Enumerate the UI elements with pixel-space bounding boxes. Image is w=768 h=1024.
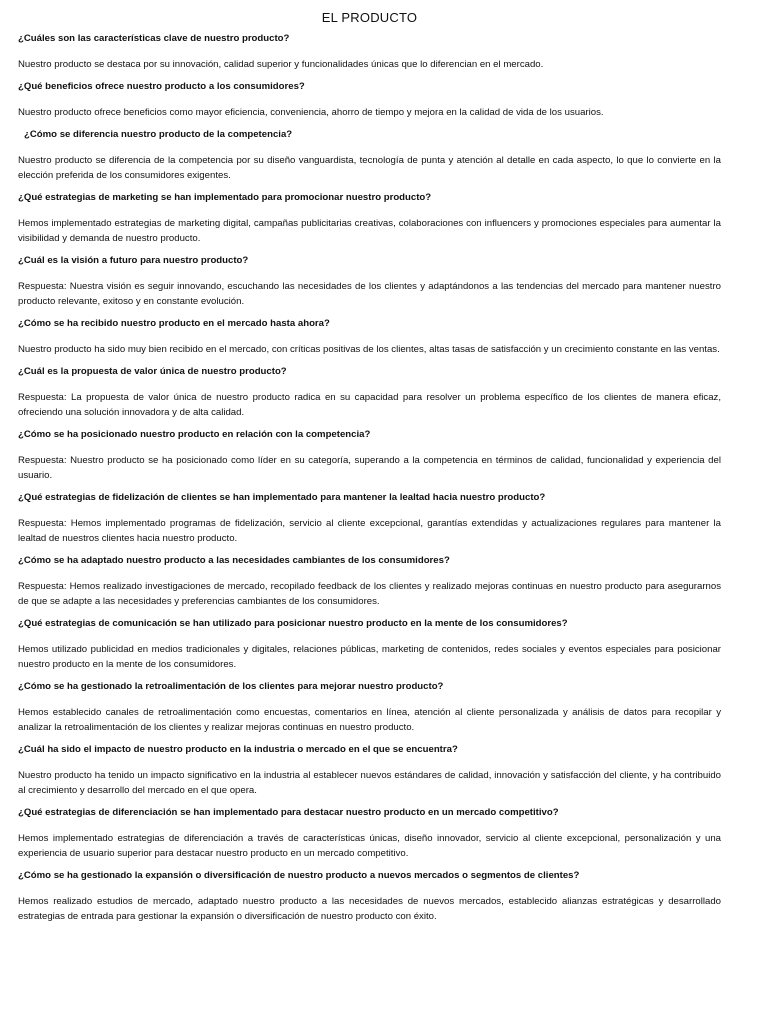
answer: Hemos implementado estrategias de marketing digital, campañas publicitarias creativas, colaboraciones con influencers y promociones especiales para aumentar la visibilidad y demanda de nuestro producto.: [18, 218, 721, 244]
answer: Hemos utilizado publicidad en medios tradicionales y digitales, relaciones públicas, marketing de contenidos, redes sociales y eventos especiales para posicionar nuestro producto en la mente de los consumidores.: [18, 644, 721, 670]
question: ¿Cómo se ha gestionado la retroalimentación de los clientes para mejorar nuestro producto?: [18, 681, 444, 692]
qa-section-1: [18, 33, 721, 72]
qa-section-4: [18, 192, 721, 246]
qa-section-7: [18, 366, 721, 420]
document-title: EL PRODUCTO: [321, 10, 418, 25]
question: ¿Cómo se ha gestionado la expansión o diversificación de nuestro producto a nuevos mercados o segmentos de clientes?: [18, 870, 580, 881]
question: ¿Qué estrategias de fidelización de clientes se han implementado para mantener la lealtad hacia nuestro producto?: [18, 492, 546, 503]
answer: Nuestro producto ha tenido un impacto significativo en la industria al establecer nuevos estándares de calidad, innovación y satisfacción del cliente, y ha contribuido al crecimiento y desarrollo del mercado en el que opera.: [18, 770, 721, 796]
qa-section-10: [18, 555, 721, 609]
answer: Hemos realizado estudios de mercado, adaptado nuestro producto a las necesidades de nuevos mercados, establecido alianzas estratégicas y desarrollado estrategias de entrada para gestionar la expansión o diversificación de nuestro producto con éxito.: [18, 896, 721, 922]
question: ¿Qué estrategias de marketing se han implementado para promocionar nuestro producto?: [18, 192, 432, 203]
question: ¿Qué estrategias de diferenciación se han implementado para destacar nuestro producto en un mercado competitivo?: [18, 807, 559, 818]
qa-section-3: [18, 129, 721, 183]
question: ¿Cuál ha sido el impacto de nuestro producto en la industria o mercado en el que se encuentra?: [18, 744, 458, 755]
question: ¿Cuáles son las características clave de nuestro producto?: [18, 33, 290, 44]
question: ¿Cómo se ha recibido nuestro producto en el mercado hasta ahora?: [18, 318, 330, 329]
answer: Nuestro producto ofrece beneficios como mayor eficiencia, conveniencia, ahorro de tiempo y mejora en la calidad de vida de los usuarios.: [18, 107, 604, 118]
answer: Respuesta: Nuestra visión es seguir innovando, escuchando las necesidades de los clientes y adaptándonos a las tendencias del mercado para mantener nuestro producto relevante, exitoso y en constante evolución.: [18, 281, 721, 307]
answer: Respuesta: Hemos implementado programas de fidelización, servicio al cliente excepcional, garantías extendidas y actualizaciones regulares para mantener la lealtad de nuestros clientes hacia nuestro producto.: [18, 518, 721, 544]
question: ¿Cómo se ha posicionado nuestro producto en relación con la competencia?: [18, 429, 371, 440]
qa-section-11: [18, 618, 721, 672]
qa-section-14: [18, 807, 721, 861]
question: ¿Cómo se diferencia nuestro producto de la competencia?: [24, 129, 293, 140]
answer: Nuestro producto se destaca por su innovación, calidad superior y funcionalidades únicas que lo diferencian en el mercado.: [18, 59, 544, 70]
qa-section-9: [18, 492, 721, 546]
answer: Nuestro producto ha sido muy bien recibido en el mercado, con críticas positivas de los clientes, altas tasas de satisfacción y un crecimiento constante en las ventas.: [18, 344, 720, 355]
qa-section-5: [18, 255, 721, 309]
answer: Nuestro producto se diferencia de la competencia por su diseño vanguardista, tecnología de punta y atención al detalle en cada aspecto, lo que lo convierte en la elección preferida de los consumidores exigentes.: [18, 155, 721, 181]
qa-section-12: [18, 681, 721, 735]
question: ¿Cómo se ha adaptado nuestro producto a las necesidades cambiantes de los consumidores?: [18, 555, 450, 566]
qa-section-6: [18, 318, 721, 357]
qa-section-2: [18, 81, 721, 120]
answer: Hemos establecido canales de retroalimentación como encuestas, comentarios en línea, atención al cliente personalizada y análisis de datos para recopilar y analizar la retroalimentación de los clientes y realizar mejoras continuas en nuestro producto.: [18, 707, 721, 733]
qa-section-15: [18, 870, 721, 924]
question: ¿Qué beneficios ofrece nuestro producto a los consumidores?: [18, 81, 305, 92]
question: ¿Cuál es la visión a futuro para nuestro producto?: [18, 255, 249, 266]
question: ¿Cuál es la propuesta de valor única de nuestro producto?: [18, 366, 287, 377]
qa-section-13: [18, 744, 721, 798]
answer: Respuesta: Nuestro producto se ha posicionado como líder en su categoría, superando a la competencia en términos de calidad, funcionalidad y experiencia del usuario.: [18, 455, 721, 481]
qa-section-8: [18, 429, 721, 483]
answer: Hemos implementado estrategias de diferenciación a través de características únicas, diseño innovador, servicio al cliente excepcional, personalización y una experiencia de usuario superior para destacar nuestro producto en un mercado competitivo.: [18, 833, 721, 859]
answer: Respuesta: Hemos realizado investigaciones de mercado, recopilado feedback de los clientes y realizado mejoras continuas en nuestro producto para asegurarnos de que se adapte a las necesidades y preferencias cambiantes de los consumidores.: [18, 581, 721, 607]
question: ¿Qué estrategias de comunicación se han utilizado para posicionar nuestro producto en la mente de los consumidores?: [18, 618, 568, 629]
answer: Respuesta: La propuesta de valor única de nuestro producto radica en su capacidad para resolver un problema específico de los clientes de manera eficaz, ofreciendo una solución innovadora y de alta calidad.: [18, 392, 721, 418]
